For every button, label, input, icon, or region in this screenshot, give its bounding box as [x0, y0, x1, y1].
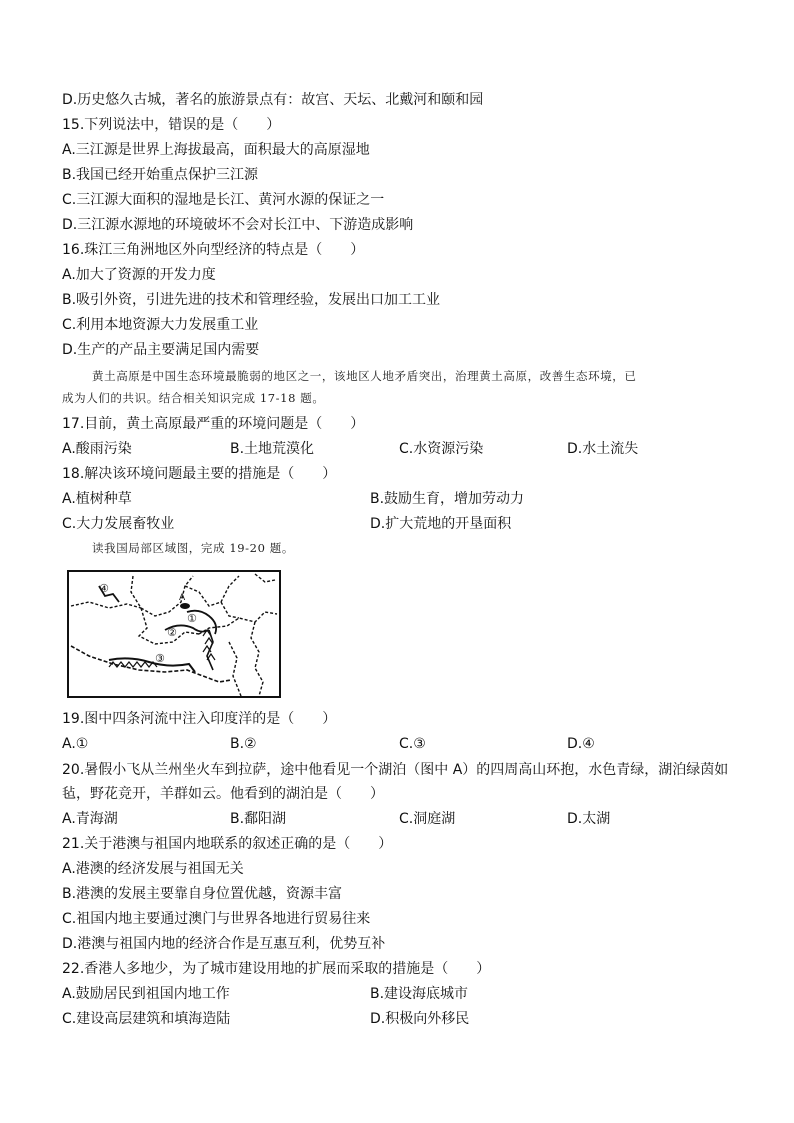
boundary-line: [71, 602, 141, 608]
q18-option-d: D.扩大荒地的开垦面积: [370, 516, 512, 532]
boundary-line: [251, 622, 263, 696]
q15-option-b: B.我国已经开始重点保护三江源: [62, 167, 259, 183]
q19-option-a: A.①: [62, 736, 89, 752]
map-label-1: ①: [187, 612, 197, 625]
passage-19-20-text: 读我国局部区域图，完成 19-20 题。: [92, 541, 294, 555]
q20-option-a: A.青海湖: [62, 811, 118, 827]
q17-option-a: A.酸雨污染: [62, 441, 132, 457]
q22-options-row2: [62, 1009, 742, 1029]
mountain-range-hengduan: [203, 630, 215, 660]
passage-17-18-line2: 成为人们的共识。结合相关知识完成 17-18 题。: [62, 391, 325, 405]
q22-option-b: B.建设海底城市: [370, 986, 469, 1002]
q21-option-b: B.港澳的发展主要靠自身位置优越，资源丰富: [62, 886, 343, 902]
q15-option-c: C.三江源大面积的湿地是长江、黄河水源的保证之一: [62, 192, 385, 208]
boundary-line: [221, 602, 239, 618]
q16-option-a: A.加大了资源的开发力度: [62, 267, 216, 283]
boundary-line: [199, 612, 277, 634]
q22-option-d: D.积极向外移民: [370, 1011, 470, 1027]
q18-option-b: B.鼓励生育，增加劳动力: [370, 491, 525, 507]
q18-stem: 18.解决该环境问题最主要的措施是（ ）: [62, 466, 337, 482]
q18-options-row2: [62, 514, 742, 534]
q14-option-d: D.历史悠久古城，著名的旅游景点有：故宫、天坛、北戴河和颐和园: [62, 92, 484, 108]
q19-options: [62, 734, 742, 754]
q20-stem-line2: 毡，野花竞开，羊群如云。他看到的湖泊是（ ）: [62, 786, 384, 802]
q20-option-d: D.太湖: [567, 811, 611, 827]
q18-options-row1: [62, 489, 742, 509]
q20-options: [62, 809, 742, 829]
q17-stem: 17.目前，黄土高原最严重的环境问题是（ ）: [62, 416, 365, 432]
q16-option-c: C.利用本地资源大力发展重工业: [62, 317, 259, 333]
q19-option-c: C.③: [399, 736, 426, 752]
boundary-line: [229, 642, 241, 696]
q15-stem: 15.下列说法中，错误的是（ ）: [62, 117, 281, 133]
map-label-3: ③: [155, 652, 165, 665]
map-label-4: ④: [99, 582, 109, 595]
lake-a-marker: [180, 603, 190, 609]
q22-option-a: A.鼓励居民到祖国内地工作: [62, 986, 230, 1002]
map-label-2: ②: [167, 626, 177, 639]
q20-option-b: B.鄱阳湖: [230, 811, 287, 827]
q16-stem: 16.珠江三角洲地区外向型经济的特点是（ ）: [62, 242, 365, 258]
q22-options-row1: [62, 984, 742, 1004]
q19-stem: 19.图中四条河流中注入印度洋的是（ ）: [62, 711, 337, 727]
q20-stem-line1: 20.暑假小飞从兰州坐火车到拉萨，途中他看见一个湖泊（图中 A）的四周高山环抱，水色青绿，湖泊绿茵如: [62, 762, 729, 778]
passage-19-20: [62, 537, 728, 559]
q17-options: [62, 439, 742, 459]
q21-option-d: D.港澳与祖国内地的经济合作是互惠互利，优势互补: [62, 936, 386, 952]
q15-option-d: D.三江源水源地的环境破坏不会对长江中、下游造成影响: [62, 217, 414, 233]
q16-option-d: D.生产的产品主要满足国内需要: [62, 342, 260, 358]
q16-option-b: B.吸引外资，引进先进的技术和管理经验，发展出口加工工业: [62, 292, 441, 308]
q17-option-c: C.水资源污染: [399, 441, 484, 457]
q20-option-c: C.洞庭湖: [399, 811, 456, 827]
q18-option-a: A.植树种草: [62, 491, 132, 507]
q21-option-c: C.祖国内地主要通过澳门与世界各地进行贸易往来: [62, 911, 371, 927]
q22-option-c: C.建设高层建筑和填海造陆: [62, 1011, 231, 1027]
map-drawing: [69, 572, 279, 696]
q15-option-a: A.三江源是世界上海拔最高，面积最大的高原湿地: [62, 142, 370, 158]
regional-map-figure: [67, 570, 281, 698]
q17-option-d: D.水土流失: [567, 441, 639, 457]
passage-17-18: [62, 365, 728, 409]
q17-option-b: B.土地荒漠化: [230, 441, 315, 457]
passage-17-18-line1: 黄土高原是中国生态环境最脆弱的地区之一，该地区人地矛盾突出，治理黄土高原，改善生态环境，已: [92, 369, 637, 383]
q19-option-d: D.④: [567, 736, 595, 752]
q19-option-b: B.②: [230, 736, 257, 752]
boundary-line: [255, 574, 275, 582]
q21-option-a: A.港澳的经济发展与祖国无关: [62, 861, 244, 877]
q21-stem: 21.关于港澳与祖国内地联系的叙述正确的是（ ）: [62, 836, 393, 852]
boundary-line: [185, 576, 239, 606]
q18-option-c: C.大力发展畜牧业: [62, 516, 175, 532]
q22-stem: 22.香港人多地少，为了城市建设用地的扩展而采取的措施是（ ）: [62, 961, 491, 977]
map-label-a: A: [179, 593, 186, 603]
